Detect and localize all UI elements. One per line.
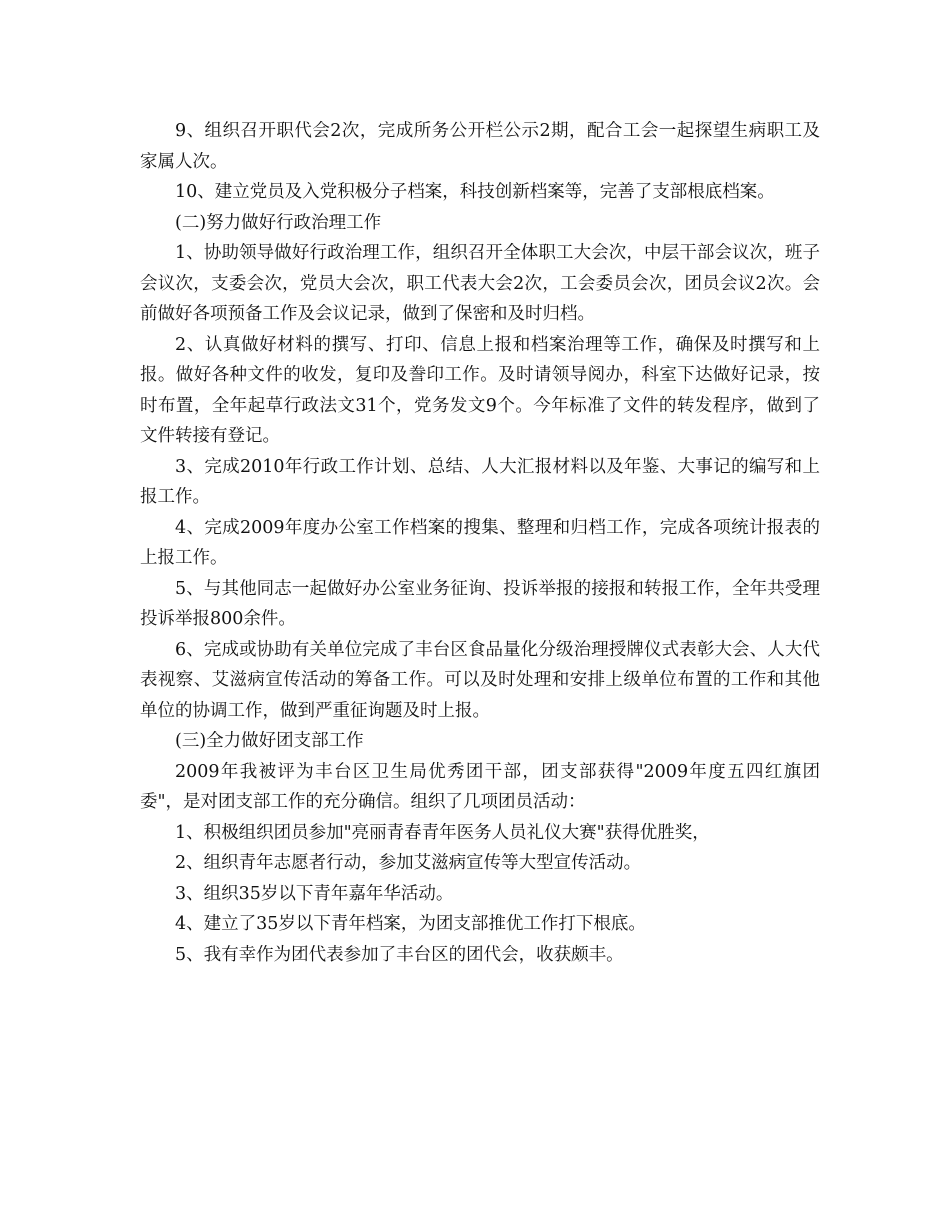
paragraph-admin-3: 3、完成2010年行政工作计划、总结、人大汇报材料以及年鉴、大事记的编写和上报工作。 [140,456,820,507]
paragraph-youth-intro: 2009年我被评为丰台区卫生局优秀团干部，团支部获得"2009年度五四红旗团委"，是对团支部工作的充分确信。组织了几项团员活动： [140,761,820,812]
paragraph-item-10: 10、建立党员及入党积极分子档案，科技创新档案等，完善了支部根底档案。 [175,182,775,202]
paragraph-youth-2: 2、组织青年志愿者行动，参加艾滋病宣传等大型宣传活动。 [175,853,642,873]
paragraph-youth-3: 3、组织35岁以下青年嘉年华活动。 [175,883,454,904]
paragraph-item-9: 9、组织召开职代会2次，完成所务公开栏公示2期，配合工会一起探望生病职工及家属人次。 [140,121,820,172]
paragraph-youth-5: 5、我有幸作为团代表参加了丰台区的团代会，收获颇丰。 [175,944,624,965]
paragraph-youth-4: 4、建立了35岁以下青年档案，为团支部推优工作打下根底。 [175,914,646,934]
paragraph-admin-4: 4、完成2009年度办公室工作档案的搜集、整理和归档工作，完成各项统计报表的上报工作。 [140,517,820,568]
paragraph-admin-2: 2、认真做好材料的撰写、打印、信息上报和档案治理等工作，确保及时撰写和上报。做好各种文件的收发，复印及誊印工作。及时请领导阅办，科室下达做好记录，按时布置，全年起草行政法文31个，党务发文9个。今年标准了文件的转发程序，做到了文件转接有登记。 [140,334,820,446]
section-heading-3: (三)全力做好团支部工作 [175,731,364,751]
paragraph-admin-5: 5、与其他同志一起做好办公室业务征询、投诉举报的接报和转报工作，全年共受理投诉举报800余件。 [140,578,820,629]
section-heading-2: (二)努力做好行政治理工作 [175,212,382,233]
document-body [140,116,820,970]
paragraph-admin-1: 1、协助领导做好行政治理工作，组织召开全体职工大会次，中层干部会议次，班子会议次，支委会次，党员大会次，职工代表大会2次，工会委员会次，团员会议2次。会前做好各项预备工作及会议记录，做到了保密和及时归档。 [140,243,820,324]
paragraph-youth-1: 1、积极组织团员参加"亮丽青春青年医务人员礼仪大赛"获得优胜奖， [175,822,710,843]
paragraph-admin-6: 6、完成或协助有关单位完成了丰台区食品量化分级治理授牌仪式表彰大会、人大代表视察、艾滋病宣传活动的筹备工作。可以及时处理和安排上级单位布置的工作和其他单位的协调工作，做到严重征询题及时上报。 [140,639,820,721]
